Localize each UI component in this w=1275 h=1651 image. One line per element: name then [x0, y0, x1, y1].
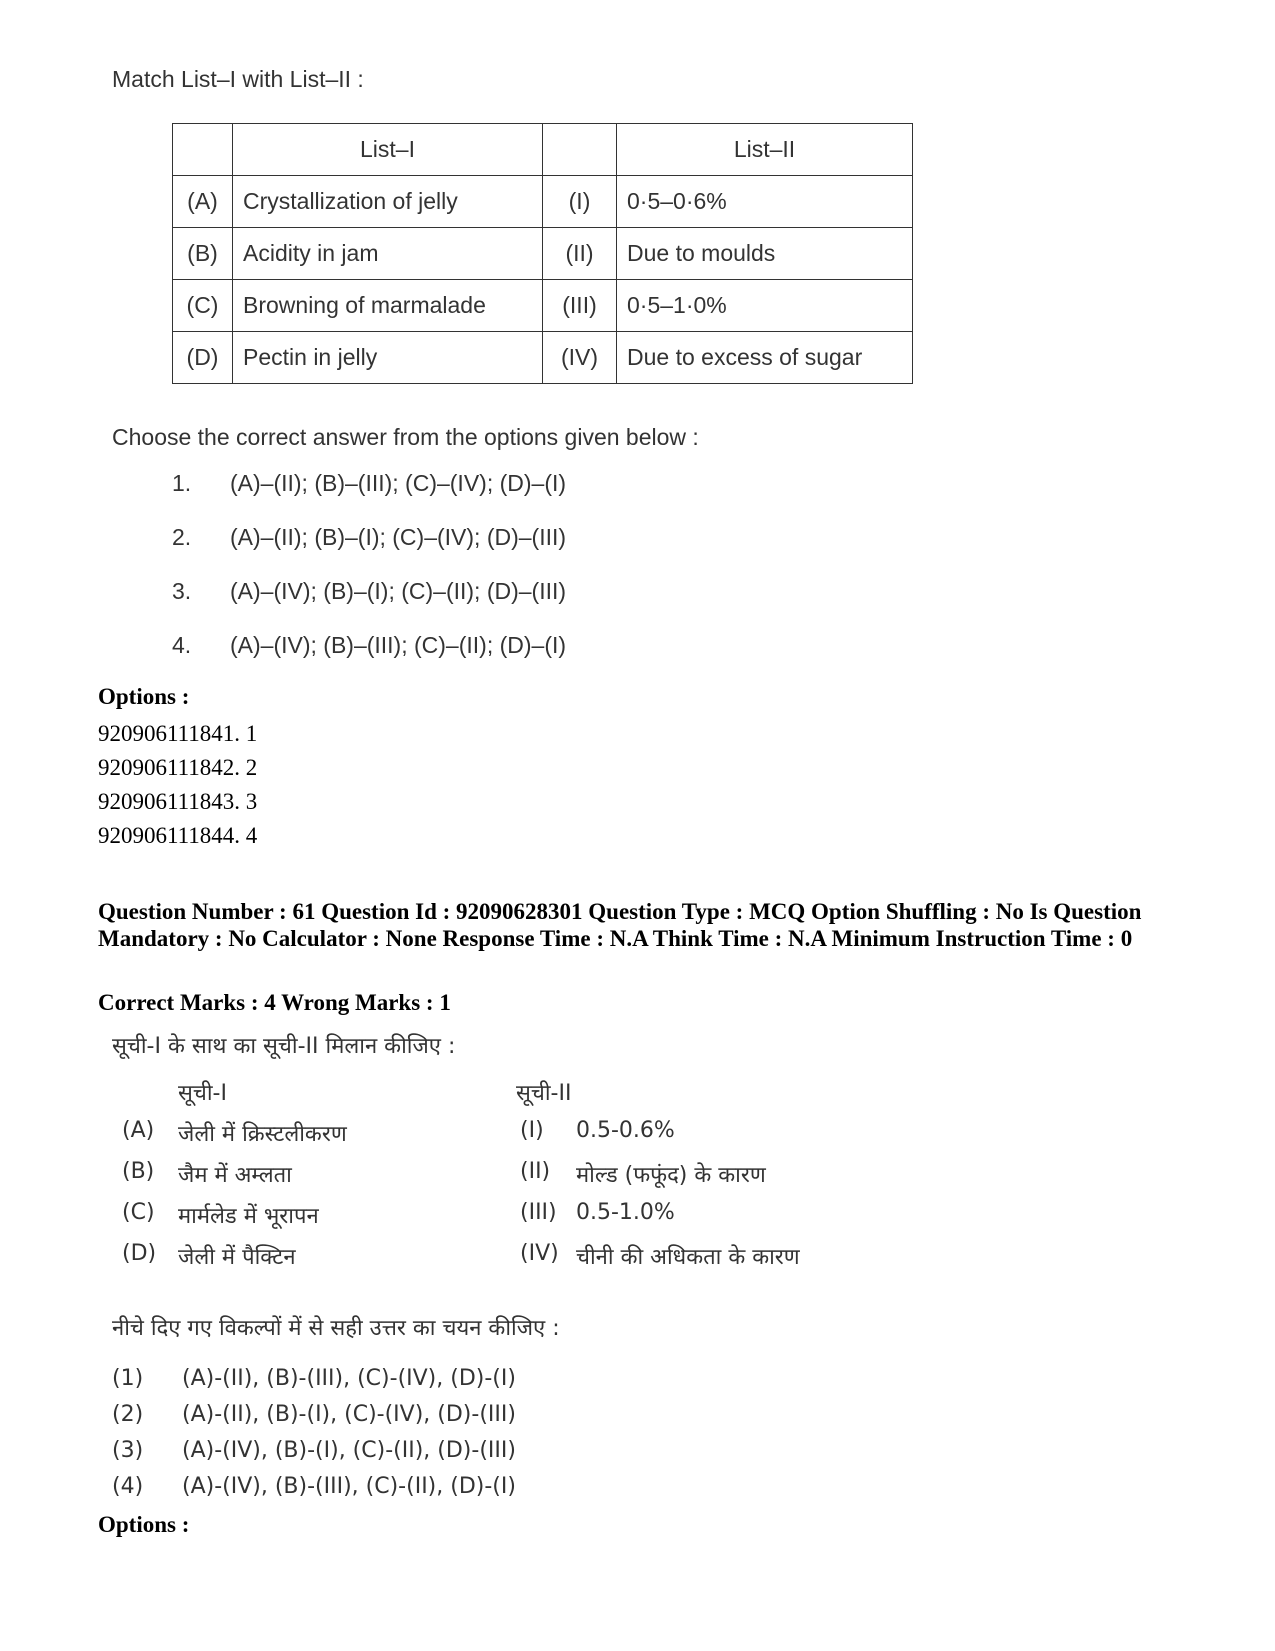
table-cell: (B): [173, 228, 233, 280]
table-cell: (C): [173, 280, 233, 332]
choice-text: (A)-(II), (B)-(I), (C)-(IV), (D)-(III): [182, 1402, 516, 1427]
answer-choice: [172, 524, 566, 578]
item-text: 0.5-0.6%: [576, 1118, 675, 1143]
list-item: [122, 1200, 800, 1241]
table-cell: (A): [173, 176, 233, 228]
choice-text: (A)-(IV), (B)-(III), (C)-(II), (D)-(I): [182, 1474, 516, 1499]
question-meta: Question Number : 61 Question Id : 92090628301 Question Type : MCQ Option Shuffling : No Is Question Mandatory : No Calculator : None Response Time : N.A Think Time : N.A Minimum Instruction Time : 0: [98, 899, 1142, 951]
table-cell: (II): [543, 228, 617, 280]
choice-text: (A)-(IV), (B)-(I), (C)-(II), (D)-(III): [182, 1438, 516, 1463]
english-answer-choices: [172, 470, 566, 686]
table-row: [173, 176, 913, 228]
choice-text: (A)–(IV); (B)–(III); (C)–(II); (D)–(I): [230, 632, 567, 658]
table-cell: 0·5–1·0%: [617, 280, 913, 332]
table-row: [173, 332, 913, 384]
answer-choice: [112, 1402, 516, 1438]
table-cell: Pectin in jelly: [233, 332, 543, 384]
table-cell: (IV): [543, 332, 617, 384]
question-intro: Match List–I with List–II :: [112, 66, 364, 92]
item-key: (A): [122, 1118, 155, 1143]
table-cell: Due to moulds: [617, 228, 913, 280]
item-key: (III): [520, 1200, 557, 1225]
table-cell: Browning of marmalade: [233, 280, 543, 332]
list-item: [122, 1118, 800, 1159]
marks-info: Correct Marks : 4 Wrong Marks : 1: [98, 990, 451, 1015]
item-text: जेली में क्रिस्टलीकरण: [178, 1122, 347, 1147]
table-header-cell: [543, 124, 617, 176]
table-cell: 0·5–0·6%: [617, 176, 913, 228]
item-key: (B): [122, 1159, 155, 1184]
table-cell: Acidity in jam: [233, 228, 543, 280]
choose-instruction: Choose the correct answer from the options given below :: [112, 424, 699, 450]
table-row: [173, 228, 913, 280]
choice-number: (3): [112, 1438, 144, 1463]
item-text: मोल्ड (फफूंद) के कारण: [576, 1163, 766, 1188]
answer-choice: [112, 1366, 516, 1402]
choice-number: 4.: [172, 632, 192, 658]
option-item: 920906111843. 3: [98, 789, 258, 814]
option-item: 920906111844. 4: [98, 823, 258, 848]
table-cell: Due to excess of sugar: [617, 332, 913, 384]
options-label: Options :: [98, 1512, 190, 1537]
table-cell: (D): [173, 332, 233, 384]
hindi-match-list: [122, 1118, 800, 1282]
choice-number: (2): [112, 1402, 144, 1427]
choice-number: 3.: [172, 578, 192, 604]
item-text: चीनी की अधिकता के कारण: [576, 1245, 800, 1270]
item-text: जेली में पैक्टिन: [178, 1245, 296, 1270]
table-cell: Crystallization of jelly: [233, 176, 543, 228]
list-item: [122, 1241, 800, 1282]
choice-text: (A)–(II); (B)–(III); (C)–(IV); (D)–(I): [230, 470, 567, 496]
item-key: (IV): [520, 1241, 559, 1266]
item-text: जैम में अम्लता: [178, 1163, 292, 1188]
item-text: मार्मलेड में भूरापन: [178, 1204, 319, 1229]
answer-choice: [172, 632, 566, 686]
choice-number: (4): [112, 1474, 144, 1499]
answer-choice: [172, 470, 566, 524]
table-header-row: [173, 124, 913, 176]
choice-number: 2.: [172, 524, 192, 550]
hindi-list1-heading: सूची-I: [178, 1081, 227, 1106]
choice-text: (A)–(IV); (B)–(I); (C)–(II); (D)–(III): [230, 578, 567, 604]
choice-text: (A)-(II), (B)-(III), (C)-(IV), (D)-(I): [182, 1366, 516, 1391]
item-key: (I): [520, 1118, 544, 1143]
table-cell: (I): [543, 176, 617, 228]
table-header-list2: List–II: [617, 124, 913, 176]
hindi-question-intro: सूची-I के साथ का सूची-II मिलान कीजिए :: [112, 1034, 456, 1059]
option-item: 920906111841. 1: [98, 721, 258, 746]
hindi-list2-heading: सूची-II: [516, 1081, 572, 1106]
table-cell: (III): [543, 280, 617, 332]
choice-number: 1.: [172, 470, 192, 496]
answer-choice: [112, 1438, 516, 1474]
hindi-answer-choices: [112, 1366, 516, 1510]
choice-number: (1): [112, 1366, 144, 1391]
item-key: (II): [520, 1159, 551, 1184]
choice-text: (A)–(II); (B)–(I); (C)–(IV); (D)–(III): [230, 524, 567, 550]
table-row: [173, 280, 913, 332]
list-item: [122, 1159, 800, 1200]
answer-choice: [172, 578, 566, 632]
hindi-choose-instruction: नीचे दिए गए विकल्पों में से सही उत्तर का चयन कीजिए :: [112, 1316, 560, 1341]
answer-choice: [112, 1474, 516, 1510]
item-key: (D): [122, 1241, 157, 1266]
option-item: 920906111842. 2: [98, 755, 258, 780]
item-text: 0.5-1.0%: [576, 1200, 675, 1225]
table-header-cell: [173, 124, 233, 176]
match-table: [172, 123, 913, 384]
options-label: Options :: [98, 684, 190, 709]
options-list: [98, 717, 257, 853]
item-key: (C): [122, 1200, 155, 1225]
table-header-list1: List–I: [233, 124, 543, 176]
